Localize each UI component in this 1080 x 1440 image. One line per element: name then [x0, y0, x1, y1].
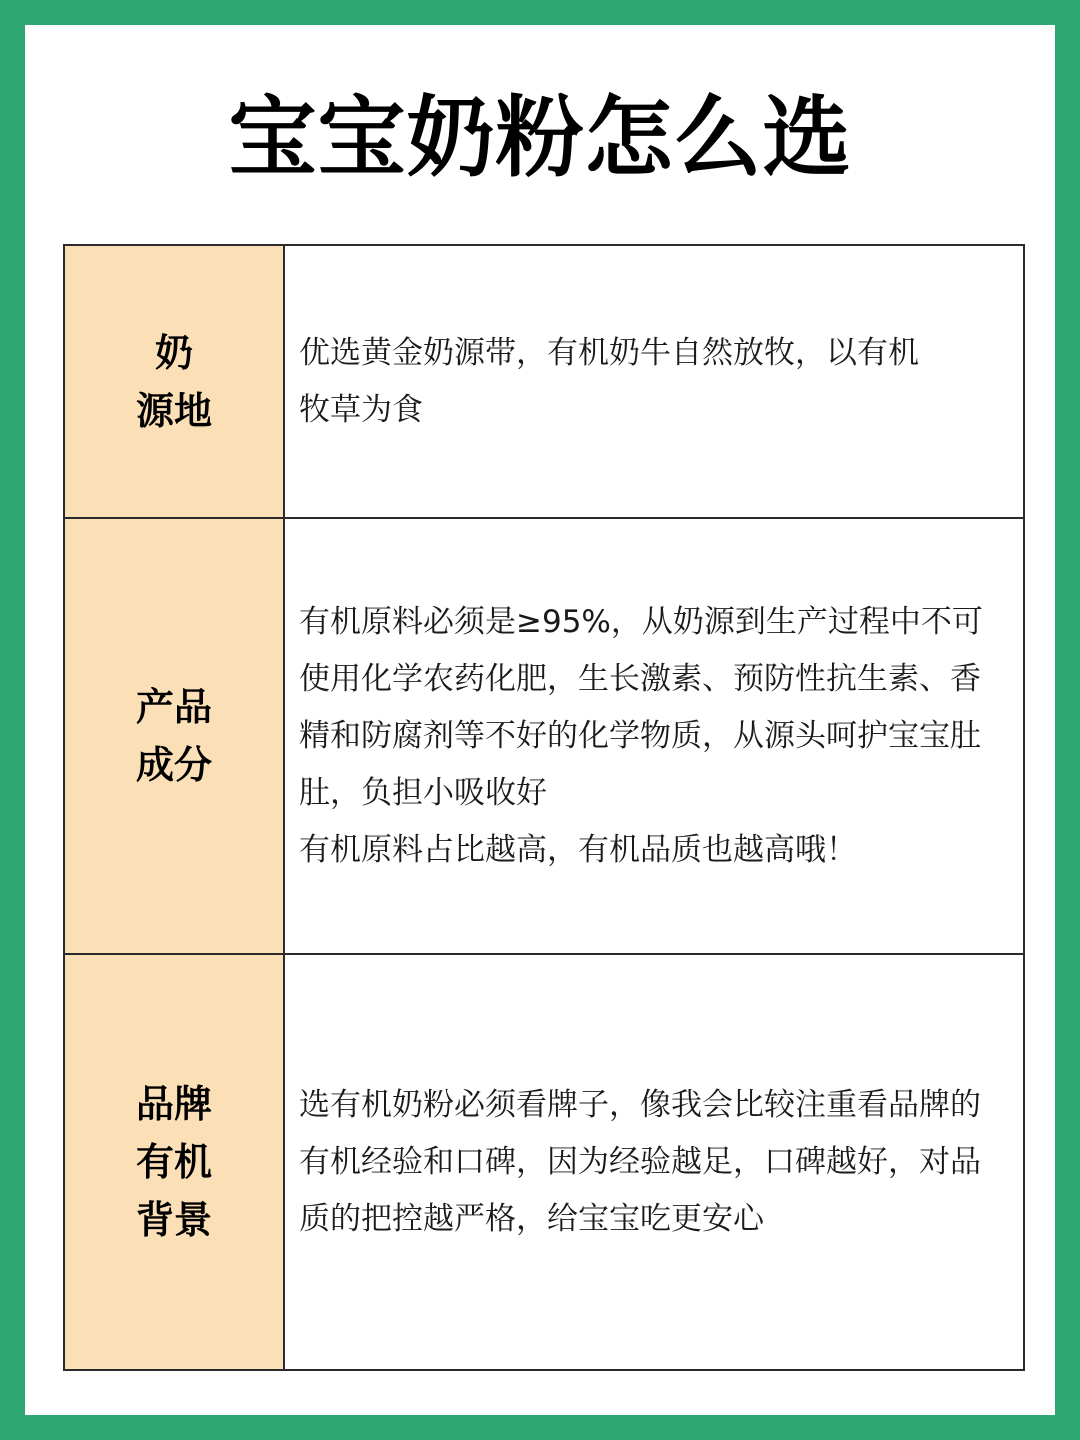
row-content-line: 精和防腐剂等不好的化学物质，从源头呵护宝宝肚: [299, 717, 981, 754]
row-label-line: 源地: [135, 388, 212, 433]
page-title: 宝宝奶粉怎么选: [228, 86, 852, 189]
row-label-line: 有机: [135, 1140, 212, 1184]
row-label-cell: [65, 519, 285, 953]
row-content-line: 肚，负担小吸收好: [299, 774, 547, 811]
row-label-line: 奶: [154, 330, 193, 375]
row-label-cell: [65, 246, 285, 517]
row-content-line: 有机原料必须是≥95%，从奶源到生产过程中不可: [299, 603, 983, 640]
row-content: [299, 325, 1009, 439]
row-label-line: 品牌: [135, 1082, 212, 1126]
row-content-cell: [285, 246, 1023, 517]
row-label: [124, 678, 224, 794]
row-label: [124, 324, 224, 440]
row-label-cell: [65, 955, 285, 1369]
table-row-ingredients: [65, 519, 1023, 955]
row-content-line: 选有机奶粉必须看牌子，像我会比较注重看品牌的: [299, 1086, 981, 1123]
row-label-line: 产品: [135, 685, 212, 729]
row-content: [299, 1077, 1009, 1248]
row-content-line: 牧草为食: [299, 391, 423, 428]
row-label: [124, 1075, 224, 1249]
table-row-brand-background: [65, 955, 1023, 1369]
row-content-line: 有机经验和口碑，因为经验越足，口碑越好，对品: [299, 1143, 981, 1180]
row-content-cell: [285, 955, 1023, 1369]
table-row-milk-source: [65, 246, 1023, 519]
comparison-table: [63, 244, 1025, 1371]
row-content-line: 有机原料占比越高，有机品质也越高哦！: [299, 831, 857, 868]
row-content-line: 优选黄金奶源带，有机奶牛自然放牧，以有机: [299, 334, 919, 371]
row-content-line: 质的把控越严格，给宝宝吃更安心: [299, 1200, 764, 1237]
row-label-line: 背景: [135, 1198, 212, 1242]
row-label-line: 成分: [135, 743, 212, 787]
row-content: [299, 594, 1009, 879]
row-content-line: 使用化学农药化肥，生长激素、预防性抗生素、香: [299, 660, 981, 697]
row-content-cell: [285, 519, 1023, 953]
